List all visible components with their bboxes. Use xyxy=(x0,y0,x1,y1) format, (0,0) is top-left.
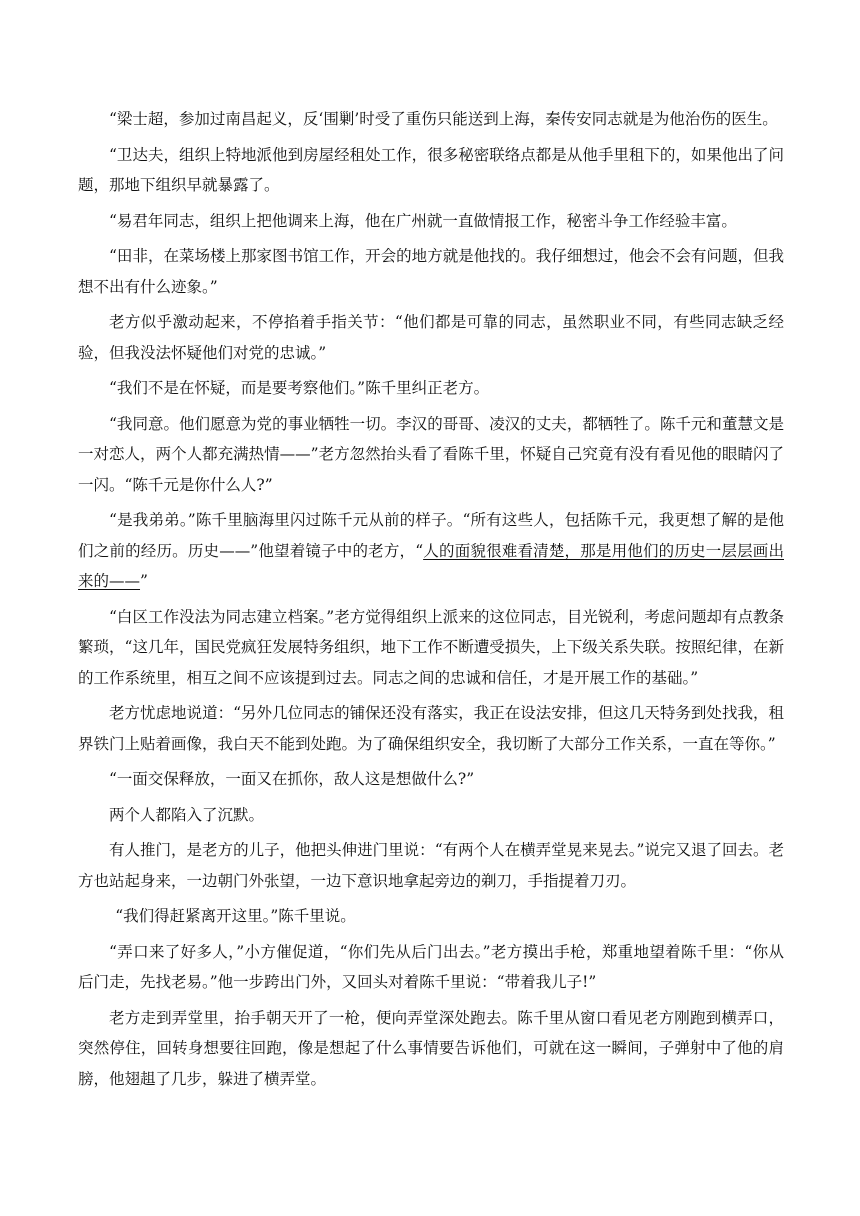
paragraph-7: “我同意。他们愿意为党的事业牺牲一切。李汉的哥哥、凌汉的丈夫，都牺牲了。陈千元和董慧文是一对恋人，两个人都充满热情——”老方忽然抬头看了看陈千里，怀疑自己究竟有没有看见他的眼睛闪了一闪。“陈千元是你什么人?” xyxy=(78,414,784,494)
paragraph-10: 老方忧虑地说道：“另外几位同志的铺保还没有落实，我正在设法安排，但这几天特务到处找我，租界铁门上贴着画像，我白天不能到处跑。为了确保组织安全，我切断了大部分工作关系，一直在等你。” xyxy=(78,704,784,753)
paragraph-8-lead: “是我弟弟。”陈千里脑海里闪过陈千元从前的样子。“所有这些人，包括陈千元，我更想了解的是他们之前的经历。历史——”他望着镜子中的老方，“ xyxy=(78,511,784,560)
paragraph-4: “田非，在菜场楼上那家图书馆工作，开会的地方就是他找的。我仔细想过，他会不会有问题，但我想不出有什么迹象。” xyxy=(78,247,784,296)
paragraph-2: “卫达夫，组织上特地派他到房屋经租处工作，很多秘密联络点都是从他手里租下的，如果他出了问题，那地下组织早就暴露了。 xyxy=(78,145,784,194)
paragraph-11: “一面交保释放，一面又在抓你，敌人这是想做什么?” xyxy=(109,770,475,788)
paragraph-3: “易君年同志，组织上把他调来上海，他在广州就一直做情报工作，秘密斗争工作经验丰富。 xyxy=(109,211,737,230)
paragraph-13: 有人推门，是老方的儿子，他把头伸进门里说：“有两个人在横弄堂晃来晃去。”说完又退了回去。老方也站起身来，一边朝门外张望，一边下意识地拿起旁边的剃刀，手指提着刀刃。 xyxy=(78,841,784,890)
paragraph-15: “弄口来了好多人，”小方催促道，“你们先从后门出去。”老方摸出手枪，郑重地望着陈千里：“你从后门走，先找老易。”他一步跨出门外，又回头对着陈千里说：“带着我儿子!” xyxy=(78,942,784,991)
paragraph-6: “我们不是在怀疑，而是要考察他们。”陈千里纠正老方。 xyxy=(109,379,490,397)
paragraph-16: 老方走到弄堂里，抬手朝天开了一枪，便向弄堂深处跑去。陈千里从窗口看见老方刚跑到横弄口，突然停住，回转身想要往回跑，像是想起了什么事情要告诉他们，可就在这一瞬间，子弹射中了他的肩膀，他翅趄了几步，躲进了横弄堂。 xyxy=(78,1008,784,1088)
paragraph-9: “白区工作没法为同志建立档案。”老方觉得组织上派来的这位同志，目光锐利，考虑问题却有点教条繁琐，“这几年，国民党疯狂发展特务组织，地下工作不断遭受损失，上下级关系失联。按照纪律，在新的工作系统里，相互之间不应该提到过去。同志之间的忠诚和信任，才是开展工作的基础。” xyxy=(78,607,784,687)
paragraph-14: “我们得赶紧离开这里。”陈千里说。 xyxy=(115,907,356,925)
underlined-quote: 人的面貌很难看清楚，那是用他们的历史一层层画出来的—— xyxy=(78,541,784,590)
paragraph-5: 老方似乎激动起来，不停掐着手指关节：“他们都是可靠的同志，虽然职业不同，有些同志缺乏经验，但我没法怀疑他们对党的忠诚。” xyxy=(78,313,784,362)
document-body xyxy=(78,104,784,1099)
paragraph-12: 两个人都陷入了沉默。 xyxy=(109,805,265,824)
paragraph-8-tail: ” xyxy=(140,572,148,590)
paragraph-1: “梁士超，参加过南昌起义，反‘围剿’时受了重伤只能送到上海，秦传安同志就是为他治伤的医生。 xyxy=(109,110,778,128)
paragraph-8 xyxy=(78,505,784,597)
